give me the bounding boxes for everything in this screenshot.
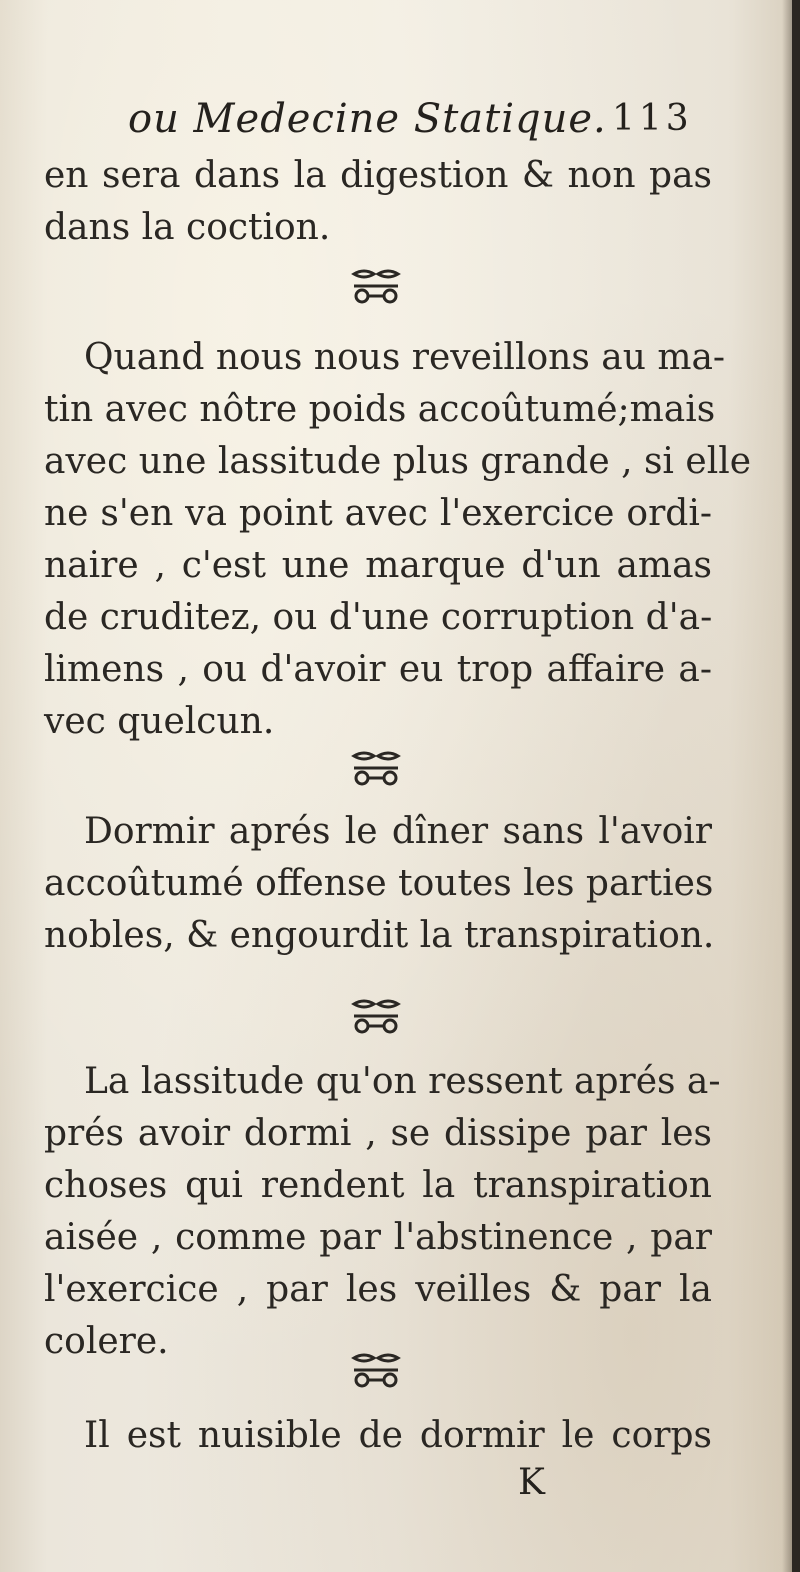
text-line: naire , c'est une marque d'un amas (44, 545, 712, 586)
page-header (0, 96, 792, 148)
text-line: colere. (44, 1321, 169, 1362)
paragraph-3 (44, 1056, 721, 1368)
text-line: vec quelcun. (44, 701, 275, 742)
text-line: Dormir aprés le dîner sans l'avoir (84, 811, 712, 852)
text-line: aisée , comme par l'abstinence , par (44, 1217, 712, 1258)
text-line: dans la coction. (44, 207, 331, 248)
fleuron-icon (346, 1350, 406, 1390)
paragraph-4 (44, 1410, 712, 1462)
text-line: choses qui rendent la transpiration (44, 1165, 712, 1206)
text-line: Quand nous nous reveillons au ma- (84, 337, 726, 378)
text-line: La lassitude qu'on ressent aprés a- (84, 1061, 721, 1102)
paragraph-continuation (44, 150, 712, 254)
paragraph-2 (44, 806, 715, 962)
text-line: limens , ou d'avoir eu trop affaire a- (44, 649, 712, 690)
text-line: nobles, & engourdit la transpiration. (44, 915, 715, 956)
text-line: prés avoir dormi , se dissipe par les (44, 1113, 712, 1154)
text-line: l'exercice , par les veilles & par la (44, 1269, 712, 1310)
text-line: en sera dans la digestion & non pas (44, 155, 712, 196)
text-line: Il est nuisible de dormir le corps (84, 1415, 712, 1456)
page-number: 113 (612, 98, 693, 139)
signature-mark: K (518, 1462, 545, 1503)
text-line: tin avec nôtre poids accoûtumé;mais (44, 389, 716, 430)
fleuron-icon (346, 996, 406, 1036)
running-head: ou Medecine Statique. (128, 96, 607, 142)
text-line: avec une lassitude plus grande , si elle (44, 441, 752, 482)
text-line: de cruditez, ou d'une corruption d'a- (44, 597, 713, 638)
paragraph-1 (44, 332, 752, 748)
text-line: ne s'en va point avec l'exercice ordi- (44, 493, 712, 534)
fleuron-icon (346, 748, 406, 788)
text-line: accoûtumé offense toutes les parties (44, 863, 714, 904)
fleuron-icon (346, 266, 406, 306)
page-edge-shadow (782, 0, 792, 1572)
